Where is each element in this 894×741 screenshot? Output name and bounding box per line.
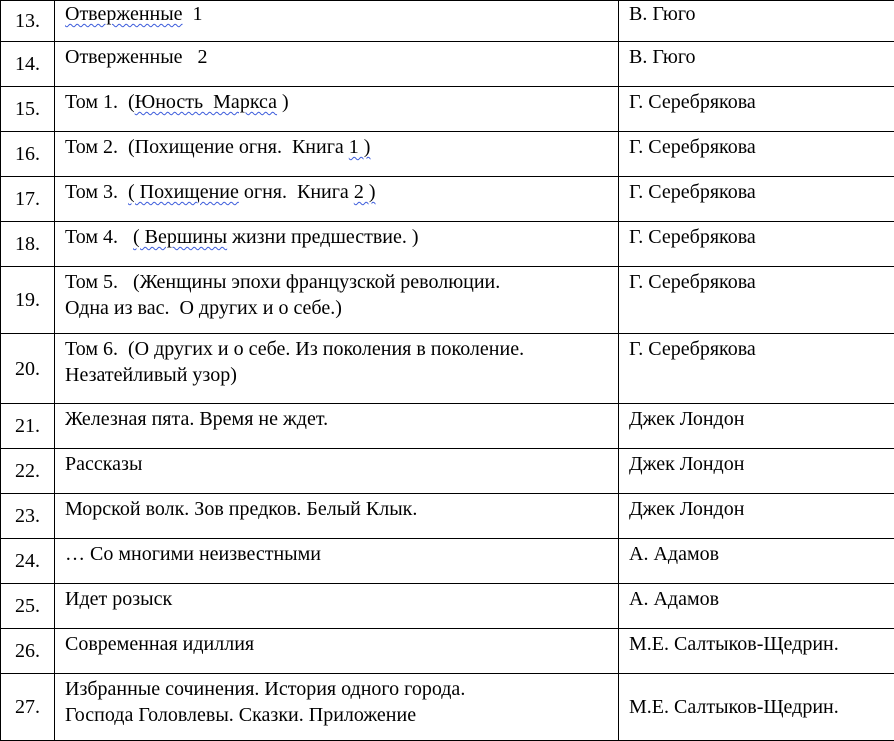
title-part: Отверженные <box>65 3 183 25</box>
title-part: 2 ) <box>354 181 376 203</box>
title-line: Господа Головлевы. Сказки. Приложение <box>65 702 618 728</box>
book-title <box>55 132 619 177</box>
book-title <box>55 1 619 42</box>
table-row <box>1 42 894 87</box>
title-part: ) <box>277 91 289 113</box>
row-number: 22. <box>1 449 55 494</box>
table-row <box>1 267 894 334</box>
row-number: 25. <box>1 584 55 629</box>
book-author: А. Адамов <box>619 584 894 629</box>
row-number: 24. <box>1 539 55 584</box>
book-title: … Со многими неизвестными <box>55 539 619 584</box>
book-author: Джек Лондон <box>619 449 894 494</box>
row-number: 19. <box>1 267 55 334</box>
row-number: 16. <box>1 132 55 177</box>
table-row <box>1 222 894 267</box>
table-row <box>1 334 894 404</box>
title-line: Том 6. (О других и о себе. Из поколения в поколение. <box>65 336 618 362</box>
book-title: Современная идиллия <box>55 629 619 674</box>
book-title <box>55 177 619 222</box>
table-row <box>1 629 894 674</box>
title-part: Юность Маркса <box>135 91 277 113</box>
table-row <box>1 177 894 222</box>
row-number: 20. <box>1 334 55 404</box>
book-title <box>55 674 619 741</box>
row-number: 17. <box>1 177 55 222</box>
book-title: Идет розыск <box>55 584 619 629</box>
table-row <box>1 449 894 494</box>
row-number: 18. <box>1 222 55 267</box>
row-number: 27. <box>1 674 55 741</box>
table-row <box>1 539 894 584</box>
row-number: 23. <box>1 494 55 539</box>
book-author: В. Гюго <box>619 42 894 87</box>
title-line: Том 5. (Женщины эпохи французской революции. <box>65 269 618 295</box>
title-line: Одна из вас. О других и о себе.) <box>65 295 618 321</box>
row-number: 26. <box>1 629 55 674</box>
table-row <box>1 494 894 539</box>
book-author: Г. Серебрякова <box>619 132 894 177</box>
row-number: 21. <box>1 404 55 449</box>
book-title: Морской волк. Зов предков. Белый Клык. <box>55 494 619 539</box>
book-author: Г. Серебрякова <box>619 334 894 404</box>
row-number: 15. <box>1 87 55 132</box>
book-title: Отверженные 2 <box>55 42 619 87</box>
table-row <box>1 1 894 42</box>
book-title <box>55 267 619 334</box>
book-author: Джек Лондон <box>619 404 894 449</box>
book-author: М.Е. Салтыков-Щедрин. <box>619 674 894 741</box>
book-author: Джек Лондон <box>619 494 894 539</box>
title-part: Том 2. (Похищение огня. Книга <box>65 136 349 158</box>
title-part: Том 1. ( <box>65 91 135 113</box>
book-title <box>55 87 619 132</box>
book-author: Г. Серебрякова <box>619 267 894 334</box>
book-author: Г. Серебрякова <box>619 222 894 267</box>
title-part: Том 4. <box>65 226 133 248</box>
book-title <box>55 222 619 267</box>
book-author: А. Адамов <box>619 539 894 584</box>
book-title: Железная пята. Время не ждет. <box>55 404 619 449</box>
table-row <box>1 584 894 629</box>
title-part: Том 3. <box>65 181 128 203</box>
row-number: 13. <box>1 1 55 42</box>
table-row <box>1 404 894 449</box>
title-part: жизни предшествие. ) <box>227 226 418 248</box>
table-row <box>1 87 894 132</box>
title-line: Незатейливый узор) <box>65 362 618 388</box>
title-part: 1 ) <box>349 136 371 158</box>
table-row <box>1 132 894 177</box>
book-title: Рассказы <box>55 449 619 494</box>
title-part: ( Вершины <box>133 226 227 248</box>
title-line: Избранные сочинения. История одного города. <box>65 676 618 702</box>
title-part: ( Похищение <box>128 181 239 203</box>
title-part: 1 <box>183 3 203 25</box>
book-author: М.Е. Салтыков-Щедрин. <box>619 629 894 674</box>
book-title <box>55 334 619 404</box>
title-part: огня. Книга <box>239 181 354 203</box>
book-author: Г. Серебрякова <box>619 87 894 132</box>
table-row <box>1 674 894 741</box>
book-author: В. Гюго <box>619 1 894 42</box>
row-number: 14. <box>1 42 55 87</box>
book-author: Г. Серебрякова <box>619 177 894 222</box>
